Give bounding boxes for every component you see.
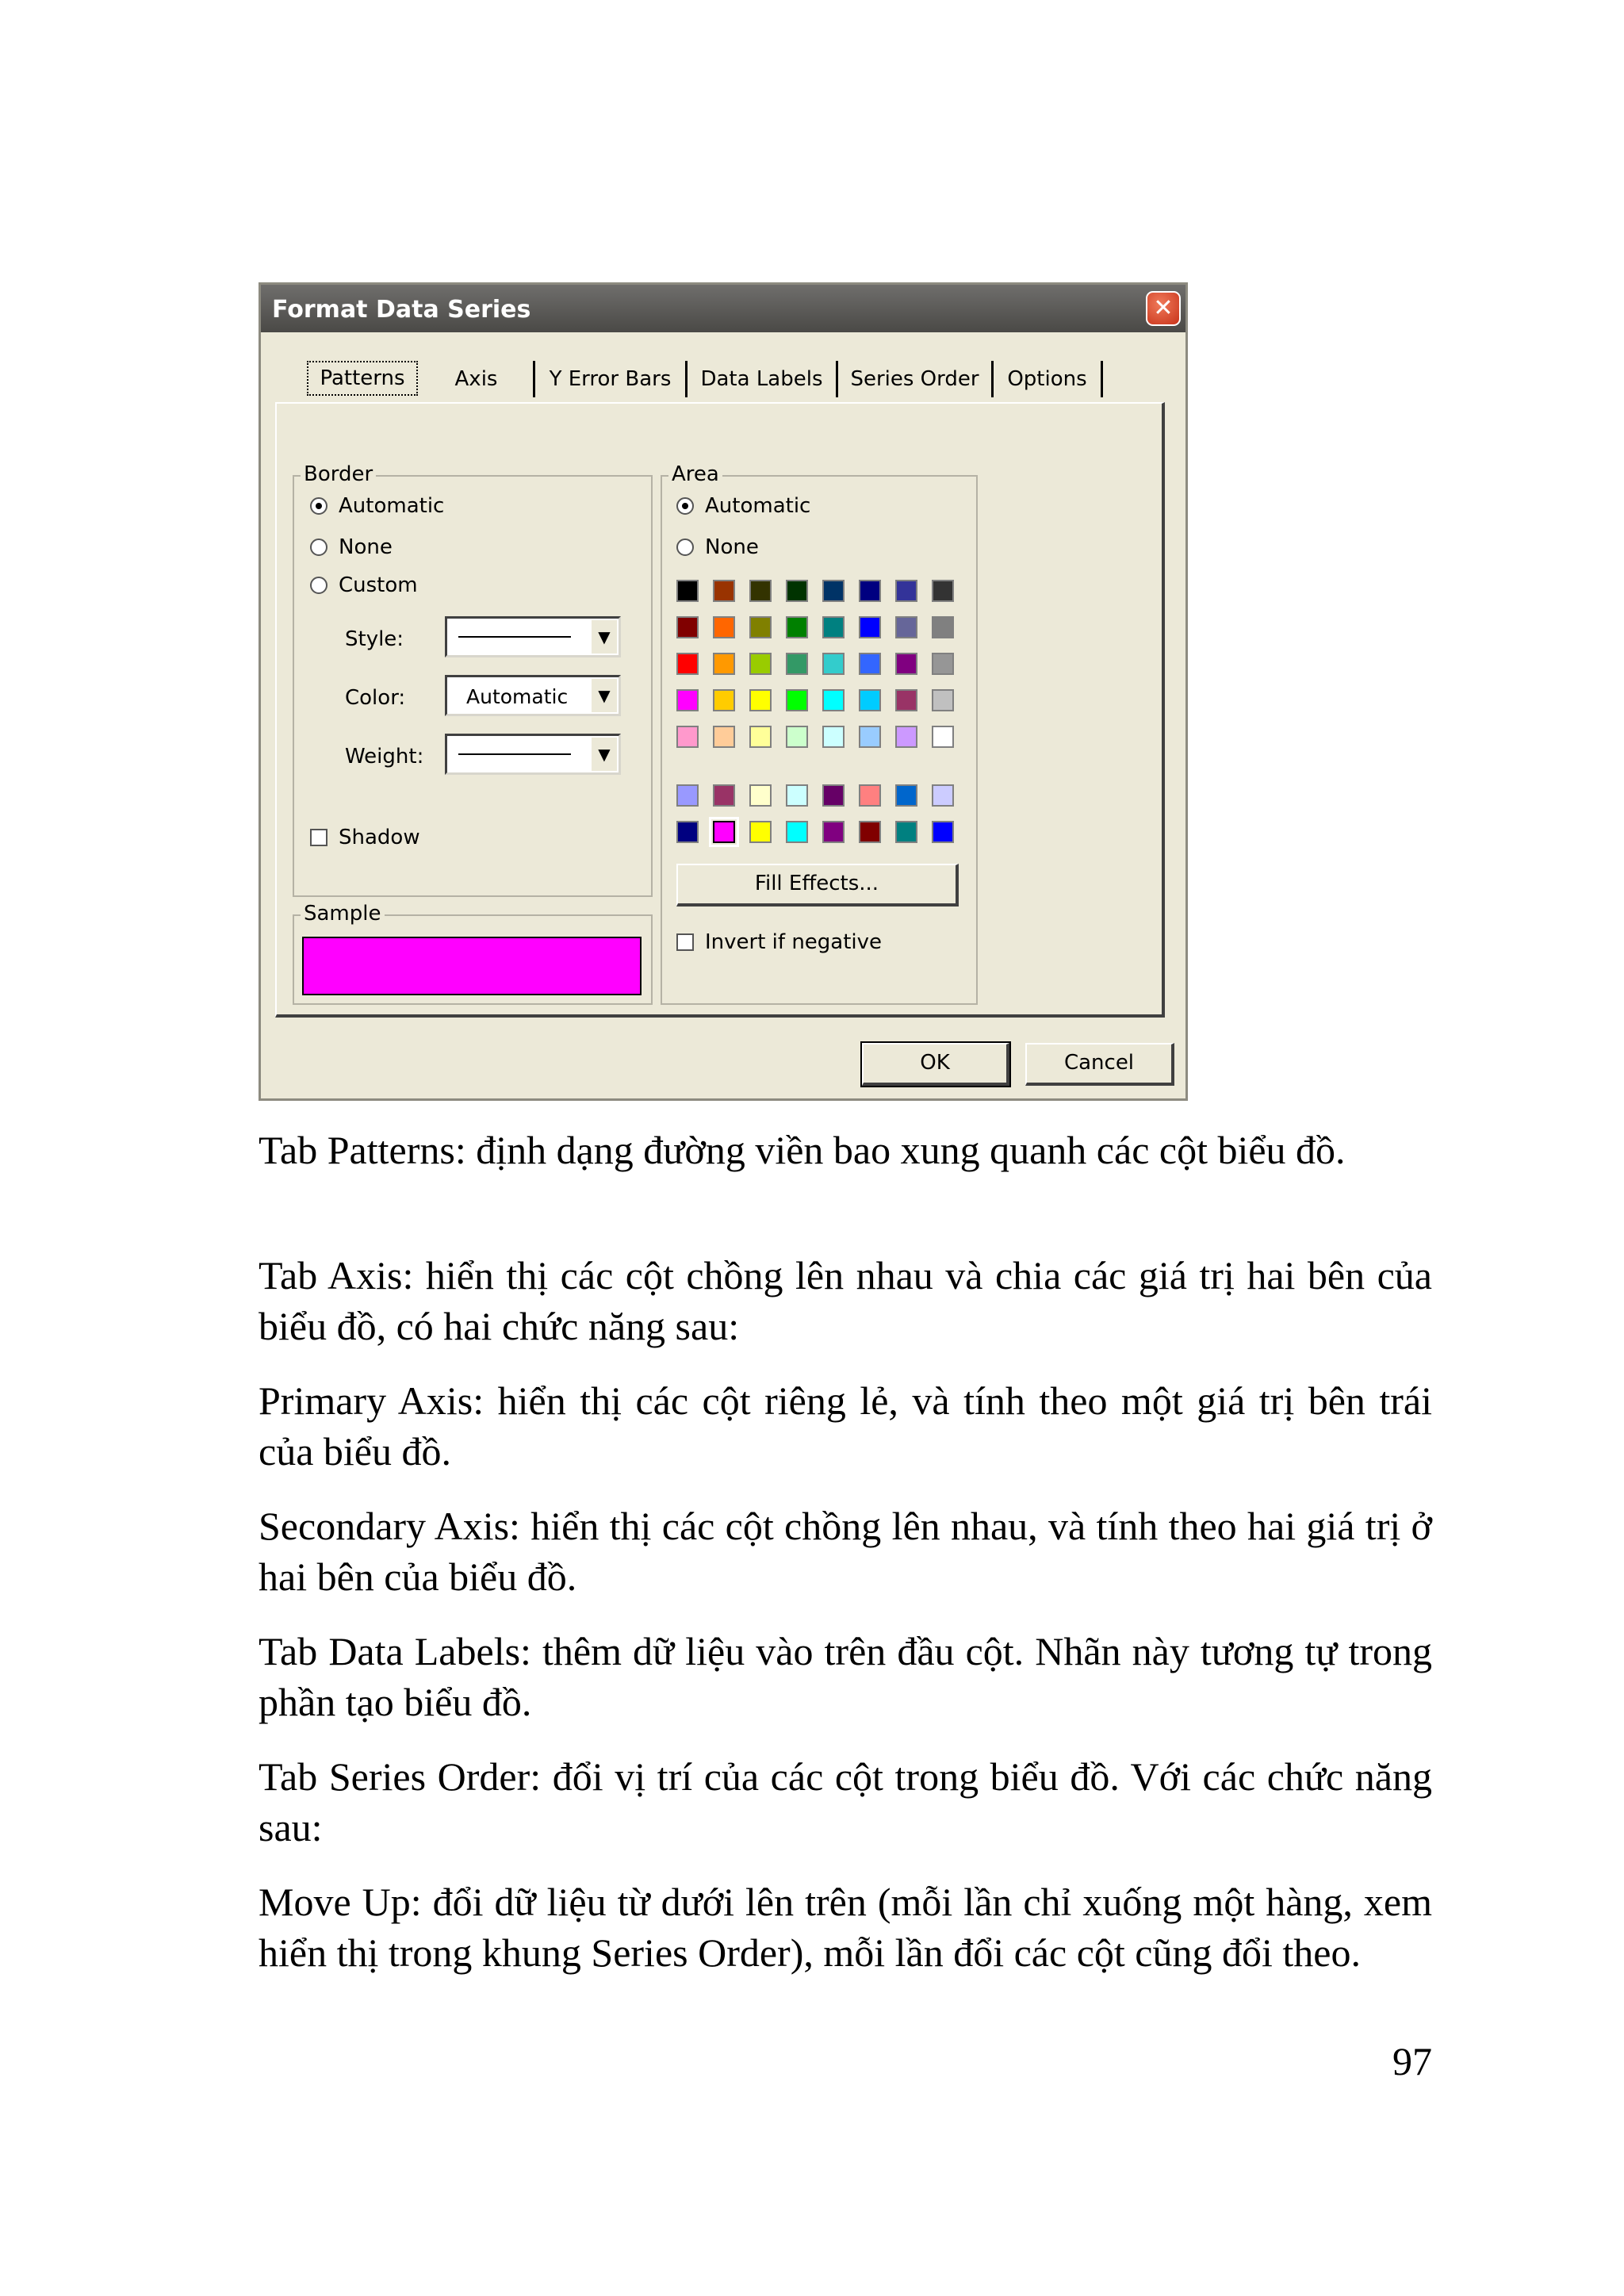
color-swatch[interactable] [749,616,772,638]
color-swatch[interactable] [932,653,954,675]
color-swatch[interactable] [932,580,954,602]
line-style-preview [458,636,571,638]
checkbox-box [310,829,327,846]
weight-select[interactable] [445,734,621,775]
radio-dot [676,497,694,515]
border-group-label: Border [301,462,376,486]
paragraph: Secondary Axis: hiển thị các cột chồng lên nhau, và tính theo hai giá trị ở hai bên của biểu đồ. [259,1504,1432,1599]
chevron-down-icon[interactable]: ▼ [590,738,617,771]
color-swatch[interactable] [895,616,917,638]
color-swatch[interactable] [895,580,917,602]
color-swatch[interactable] [859,580,881,602]
area-group [661,462,978,1005]
color-swatch[interactable] [786,580,808,602]
line-weight-preview [458,753,571,755]
tab-patterns[interactable]: Patterns [307,361,418,396]
color-swatch[interactable] [713,821,735,843]
color-swatch[interactable] [713,689,735,711]
border-group [293,462,653,897]
color-swatch[interactable] [713,784,735,807]
color-swatch[interactable] [895,726,917,748]
paragraph: Tab Data Labels: thêm dữ liệu vào trên đầu cột. Nhãn này tương tự trong phần tạo biểu đồ. [259,1629,1432,1724]
color-swatch[interactable] [822,821,845,843]
color-swatch[interactable] [932,616,954,638]
page-number: 97 [1392,2039,1432,2083]
tab-data-labels[interactable]: Data Labels [688,361,838,397]
cancel-button[interactable]: Cancel [1025,1043,1174,1086]
color-swatch[interactable] [749,689,772,711]
color-swatch[interactable] [676,689,699,711]
color-swatch[interactable] [676,616,699,638]
color-swatch[interactable] [822,784,845,807]
color-swatch[interactable] [859,653,881,675]
color-swatch[interactable] [786,616,808,638]
border-none-label: None [339,535,393,559]
fill-effects-button[interactable]: Fill Effects... [676,864,959,907]
tab-axis[interactable]: Axis [419,361,535,397]
color-swatch[interactable] [932,821,954,843]
color-swatch[interactable] [822,726,845,748]
color-swatch[interactable] [713,616,735,638]
close-button[interactable]: ✕ [1146,291,1181,326]
color-swatch[interactable] [676,784,699,807]
paragraph: Tab Patterns: định dạng đường viền bao xung quanh các cột biểu đồ. [259,1128,1346,1172]
color-swatch[interactable] [749,784,772,807]
color-swatch[interactable] [786,784,808,807]
color-swatch[interactable] [786,726,808,748]
color-swatch[interactable] [895,821,917,843]
color-swatch[interactable] [932,689,954,711]
style-select[interactable] [445,616,621,657]
color-swatch[interactable] [786,653,808,675]
color-swatch[interactable] [713,726,735,748]
chevron-down-icon[interactable]: ▼ [590,620,617,654]
tab-options[interactable]: Options [994,361,1103,397]
weight-label: Weight: [345,745,424,769]
color-swatch[interactable] [749,726,772,748]
color-swatch[interactable] [895,653,917,675]
paragraph: Tab Series Order: đổi vị trí của các cột trong biểu đồ. Với các chức năng sau: [259,1754,1432,1849]
color-swatch[interactable] [859,784,881,807]
color-swatch[interactable] [749,821,772,843]
invert-if-negative-label: Invert if negative [705,930,883,954]
sample-group [293,902,653,1005]
sample-group-label: Sample [301,902,385,926]
radio-dot [310,539,327,556]
color-swatch[interactable] [676,580,699,602]
area-none-label: None [705,535,759,559]
color-swatch[interactable] [786,821,808,843]
checkbox-box [676,933,694,951]
tab-series-order[interactable]: Series Order [838,361,994,397]
color-swatch[interactable] [895,689,917,711]
radio-dot [310,497,327,515]
radio-dot [310,577,327,594]
style-label: Style: [345,627,404,651]
color-select[interactable] [445,675,621,716]
ok-button[interactable]: OK [862,1043,1009,1086]
color-label: Color: [345,686,406,710]
patterns-panel [275,402,1165,1018]
color-swatch[interactable] [676,726,699,748]
dialog-title: Format Data Series [272,296,531,324]
color-swatch[interactable] [859,689,881,711]
color-swatch[interactable] [713,580,735,602]
color-swatch[interactable] [786,689,808,711]
color-swatch[interactable] [932,726,954,748]
sample-preview [302,937,642,995]
border-custom-label: Custom [339,573,418,597]
color-swatch[interactable] [749,580,772,602]
shadow-label: Shadow [339,826,420,849]
color-swatch[interactable] [822,653,845,675]
color-swatch[interactable] [859,821,881,843]
paragraph: Tab Axis: hiển thị các cột chồng lên nhau và chia các giá trị hai bên của biểu đồ, có hai chức năng sau: [259,1253,1432,1348]
color-swatch[interactable] [895,784,917,807]
color-swatch[interactable] [713,653,735,675]
color-swatch[interactable] [932,784,954,807]
tab-y-error-bars[interactable]: Y Error Bars [535,361,688,397]
paragraph: Move Up: đổi dữ liệu từ dưới lên trên (mỗi lần chỉ xuống một hàng, xem hiển thị trong khung Series Order), mỗi lần đổi các cột cũng đổi theo. [259,1880,1432,1975]
area-group-label: Area [668,462,722,486]
color-swatch[interactable] [822,616,845,638]
area-automatic-label: Automatic [705,494,811,518]
paragraph: Primary Axis: hiển thị các cột riêng lẻ, và tính theo một giá trị bên trái của biểu đồ. [259,1378,1432,1474]
color-swatch[interactable] [859,726,881,748]
format-data-series-dialog [259,282,1188,1101]
color-swatch[interactable] [749,653,772,675]
border-automatic-label: Automatic [339,494,445,518]
color-swatch[interactable] [859,616,881,638]
color-swatch[interactable] [676,821,699,843]
color-select-value: Automatic [466,685,569,708]
color-swatch[interactable] [822,580,845,602]
chevron-down-icon[interactable]: ▼ [590,679,617,712]
color-swatch[interactable] [822,689,845,711]
radio-dot [676,539,694,556]
title-bar[interactable] [261,285,1185,332]
color-swatch[interactable] [676,653,699,675]
